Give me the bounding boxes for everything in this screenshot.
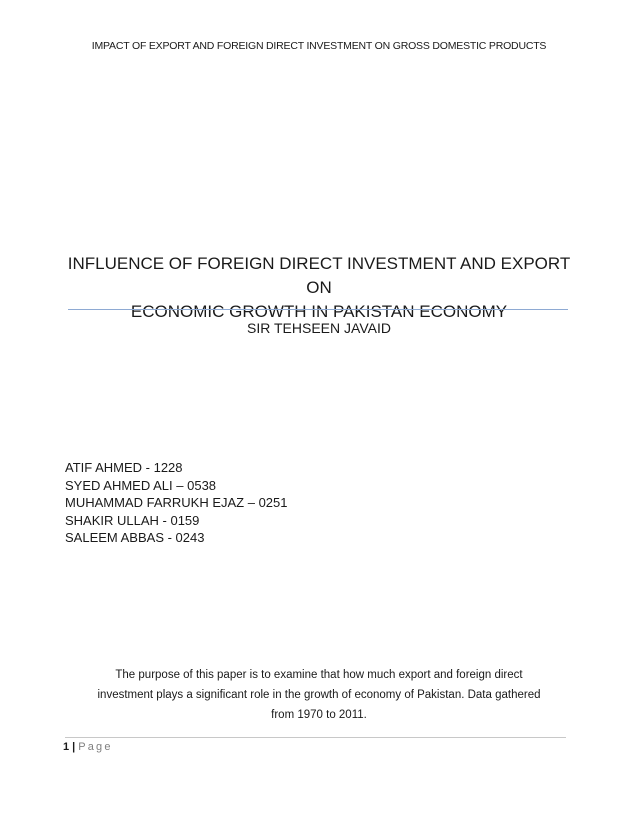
author-item: ATIF AHMED - 1228 bbox=[65, 460, 183, 475]
author-item: SYED AHMED ALI – 0538 bbox=[65, 477, 217, 493]
author-item: MUHAMMAD FARRUKH EJAZ – 0251 bbox=[65, 495, 288, 510]
abstract-paragraph bbox=[60, 665, 578, 725]
author-item: SALEEM ABBAS - 0243 bbox=[65, 530, 205, 545]
title-divider bbox=[68, 309, 568, 310]
author-item: SHAKIR ULLAH - 0159 bbox=[65, 512, 200, 528]
page-label: Page bbox=[78, 741, 113, 753]
abstract-line-3: from 1970 to 2011. bbox=[271, 709, 367, 721]
footer-divider bbox=[65, 737, 566, 738]
title-line-2: ECONOMIC GROWTH IN PAKISTAN ECONOMY bbox=[130, 302, 508, 321]
page-footer bbox=[63, 741, 113, 753]
running-header: IMPACT OF EXPORT AND FOREIGN DIRECT INVESTMENT ON GROSS DOMESTIC PRODUCTS bbox=[91, 40, 547, 52]
title-line-1: INFLUENCE OF FOREIGN DIRECT INVESTMENT AND EXPORT ON bbox=[67, 254, 571, 297]
abstract-line-1: The purpose of this paper is to examine that how much export and foreign direct bbox=[115, 669, 523, 681]
page-number: 1 bbox=[63, 741, 70, 753]
document-title bbox=[60, 252, 578, 324]
footer-separator: | bbox=[72, 741, 76, 753]
supervisor-name: SIR TEHSEEN JAVAID bbox=[247, 320, 391, 336]
author-list bbox=[65, 459, 288, 547]
abstract-line-2: investment plays a significant role in the growth of economy of Pakistan. Data gathered bbox=[97, 689, 541, 701]
